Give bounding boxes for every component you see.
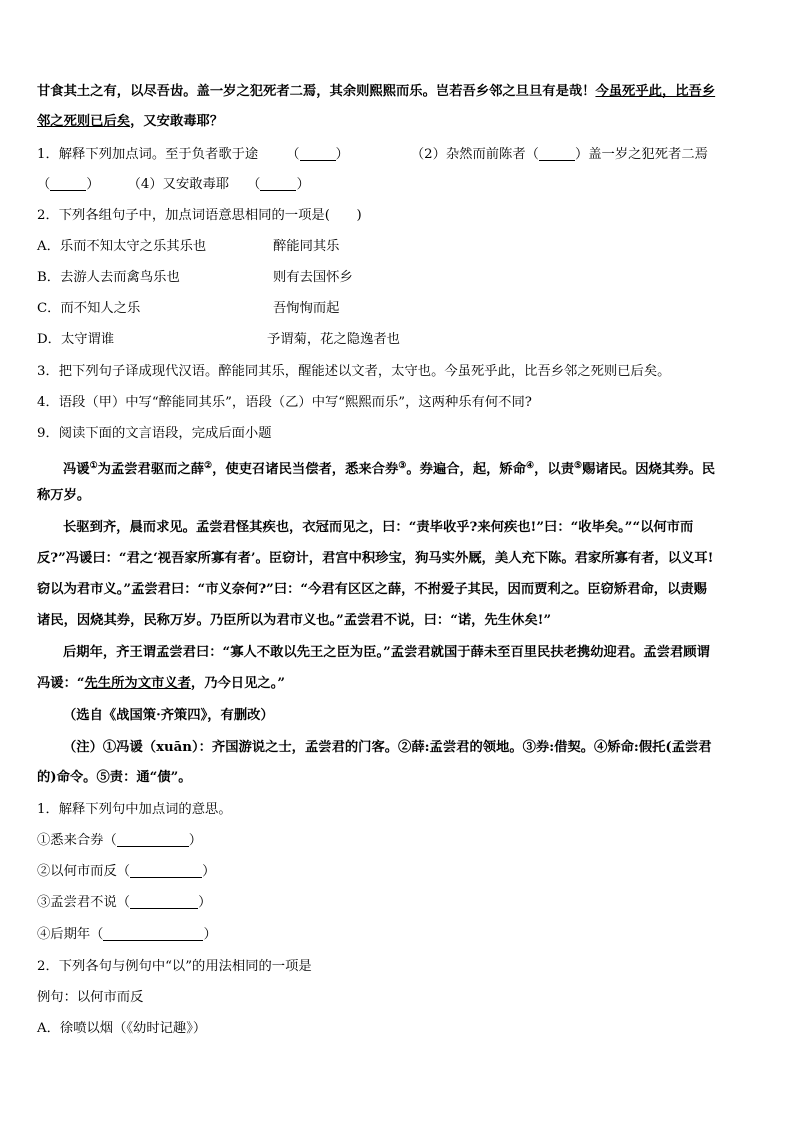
sub-question-1a: ①悉来合券（ ）: [37, 833, 203, 848]
answer-blank[interactable]: [103, 926, 203, 941]
option-d: D．太守谓谁 予谓菊，花之隐逸者也: [37, 332, 400, 347]
sub-question-2: 2．下列各句与例句中“以”的用法相同的一项是: [37, 959, 312, 974]
passage-line: 后期年，齐王谓孟尝君曰：“寡人不敢以先王之臣为臣。”孟尝君就国于薛未至百里民扶老携幼迎君。孟尝君顾谓: [63, 645, 710, 660]
annotation-note: 的)命令。⑤责：通“债”。: [37, 770, 192, 785]
answer-blank[interactable]: [130, 894, 198, 909]
option-a: A．乐而不知太守之乐其乐也 醉能同其乐: [37, 239, 340, 254]
question-3: 3．把下列句子译成现代汉语。醉能同其乐，醒能述以文者，太守也。今虽死乎此，比吾乡邻之死则已后矣。: [37, 364, 671, 379]
question-1-cont: （ ） （4）又安敢毒耶 （ ）: [37, 177, 310, 192]
source-note: （选自《战国策·齐策四》，有删改）: [63, 708, 274, 723]
answer-blank[interactable]: [539, 146, 575, 161]
passage-line: 冯谖①为孟尝君驱而之薛②，使吏召诸民当偿者，悉来合券③。券遍合，起，矫命④，以责⑤赐诸民。因烧其券。民: [63, 461, 716, 477]
answer-blank[interactable]: [50, 176, 86, 191]
passage-line: 诸民，因烧其券，民称万岁。乃臣所以为君市义也。”孟尝君不说，曰：“诺，先生休矣!”: [37, 613, 552, 628]
answer-blank[interactable]: [260, 176, 296, 191]
passage-line: 长驱到齐，晨而求见。孟尝君怪其疾也，衣冠而见之，曰：“责毕收乎?来何疾也!”曰：“收毕矣。”“以何市而: [63, 520, 694, 535]
sub-question-1d: ④后期年（ ）: [37, 927, 217, 942]
sub-question-1: 1．解释下列句中加点词的意思。: [37, 802, 232, 817]
question-9: 9．阅读下面的文言语段，完成后面小题: [37, 426, 272, 441]
option-b: B．去游人去而禽鸟乐也 则有去国怀乡: [37, 270, 353, 285]
option-c: C．而不知人之乐 吾恂恂而起: [37, 301, 340, 316]
question-1: 1．解释下列加点词。至于负者歌于途 （ ） （2）杂然而前陈者（ ）盖一岁之犯死者二焉: [37, 147, 708, 162]
passage-line: 冯谖：“先生所为文市义者，乃今日见之。”: [37, 676, 285, 691]
question-4: 4．语段（甲）中写“醉能同其乐”，语段（乙）中写“熙熙而乐”，这两种乐有何不同?: [37, 395, 532, 410]
sub-question-1b: ②以何市而反（ ）: [37, 864, 216, 879]
question-2: 2．下列各组句子中，加点词语意思相同的一项是( ): [37, 208, 362, 223]
passage-line: 反?”冯谖曰：“君之‘视吾家所寡有者’。臣窃计，君宫中积珍宝，狗马实外厩，美人充下陈。君家所寡有者，以义耳!: [37, 551, 714, 566]
answer-blank[interactable]: [117, 832, 189, 847]
passage-line: 窃以为君市义。”孟尝君曰：“市义奈何?”曰：“今君有区区之薛，不拊爱子其民，因而贾利之。臣窃矫君命，以责赐: [37, 582, 707, 597]
answer-blank[interactable]: [300, 146, 336, 161]
passage-line: 邻之死则已后矣，又安敢毒耶？: [37, 114, 224, 129]
example-sentence: 例句：以何市而反: [37, 990, 144, 1005]
annotation-note: （注）①冯谖（xuān）：齐国游说之士，孟尝君的门客。②薛:孟尝君的领地。③券:借契。④矫命:假托(孟尝君: [63, 740, 712, 755]
passage-line: 称万岁。: [37, 488, 91, 503]
passage-line: 甘食其土之有，以尽吾齿。盖一岁之犯死者二焉，其余则熙熙而乐。岂若吾乡邻之旦旦有是哉！今虽死乎此，比吾乡: [37, 84, 716, 99]
option-a: A．徐喷以烟（《幼时记趣》）: [37, 1021, 207, 1036]
sub-question-1c: ③孟尝君不说（ ）: [37, 895, 212, 910]
answer-blank[interactable]: [130, 863, 202, 878]
